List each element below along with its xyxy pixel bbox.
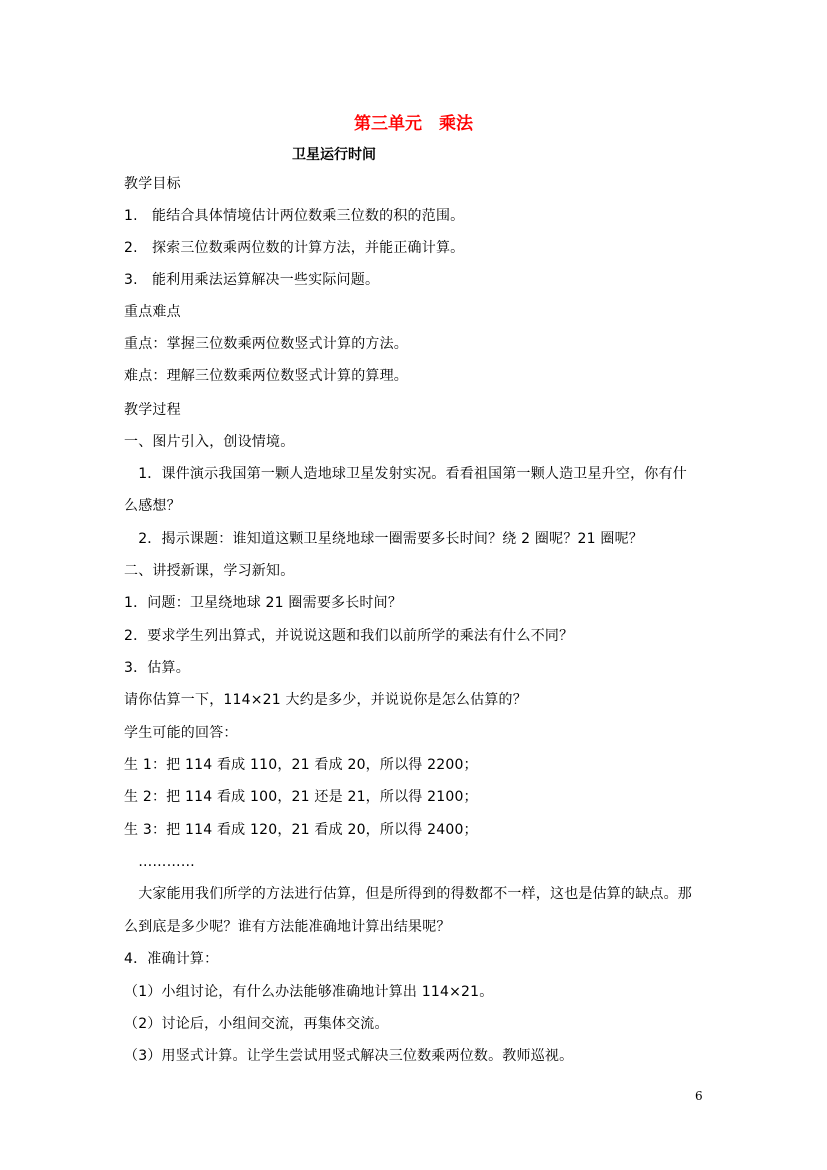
- step-heading: 一、图片引入，创设情境。: [124, 434, 295, 450]
- objective-item: 2. 探索三位数乘两位数的计算方法，并能正确计算。: [124, 240, 465, 256]
- lesson-subtitle: 卫星运行时间: [292, 147, 376, 163]
- paragraph-line: 么感想？: [124, 498, 181, 514]
- student-answer: 生 3：把 114 看成 120，21 看成 20，所以得 2400；: [124, 822, 478, 838]
- paragraph-line: 请你估算一下，114×21 大约是多少，并说说你是怎么估算的？: [124, 692, 527, 708]
- difficulty-text: 难点：理解三位数乘两位数竖式计算的算理。: [124, 368, 408, 384]
- student-answer: 生 2：把 114 看成 100，21 还是 21，所以得 2100；: [124, 789, 478, 805]
- paragraph-line: 么到底是多少呢？谁有方法能准确地计算出结果呢？: [124, 919, 451, 935]
- page-number: 6: [695, 1089, 703, 1103]
- paragraph-line: 学生可能的回答：: [124, 725, 238, 741]
- paragraph-line: （1）小组讨论，有什么办法能够准确地计算出 114×21。: [124, 984, 494, 1000]
- paragraph-line: 1．课件演示我国第一颗人造地球卫星发射实况。看看祖国第一颗人造卫星升空，你有什: [124, 466, 687, 482]
- paragraph-line: 大家能用我们所学的方法进行估算，但是所得到的得数都不一样，这也是估算的缺点。那: [124, 886, 692, 902]
- section-heading-process: 教学过程: [124, 402, 181, 418]
- unit-title: 第三单元 乘法: [354, 114, 473, 134]
- section-heading-objectives: 教学目标: [124, 176, 181, 192]
- objective-item: 3. 能利用乘法运算解决一些实际问题。: [124, 272, 380, 288]
- section-heading-key-points: 重点难点: [124, 304, 181, 320]
- paragraph-line: （3）用竖式计算。让学生尝试用竖式解决三位数乘两位数。教师巡视。: [124, 1048, 574, 1064]
- paragraph-line: 2．要求学生列出算式，并说说这题和我们以前所学的乘法有什么不同？: [124, 628, 574, 644]
- key-point-text: 重点：掌握三位数乘两位数竖式计算的方法。: [124, 336, 408, 352]
- ellipsis-line: …………: [124, 854, 195, 870]
- paragraph-line: （2）讨论后，小组间交流，再集体交流。: [124, 1016, 389, 1032]
- paragraph-line: 1．问题：卫星绕地球 21 圈需要多长时间？: [124, 595, 403, 611]
- step-heading: 二、讲授新课，学习新知。: [124, 563, 295, 579]
- step-heading: 4．准确计算：: [124, 951, 219, 967]
- paragraph-line: 2．揭示课题：谁知道这颗卫星绕地球一圈需要多长时间？绕 2 圈呢？21 圈呢？: [124, 531, 643, 547]
- objective-item: 1. 能结合具体情境估计两位数乘三位数的积的范围。: [124, 208, 465, 224]
- student-answer: 生 1：把 114 看成 110，21 看成 20，所以得 2200；: [124, 757, 478, 773]
- paragraph-line: 3．估算。: [124, 660, 190, 676]
